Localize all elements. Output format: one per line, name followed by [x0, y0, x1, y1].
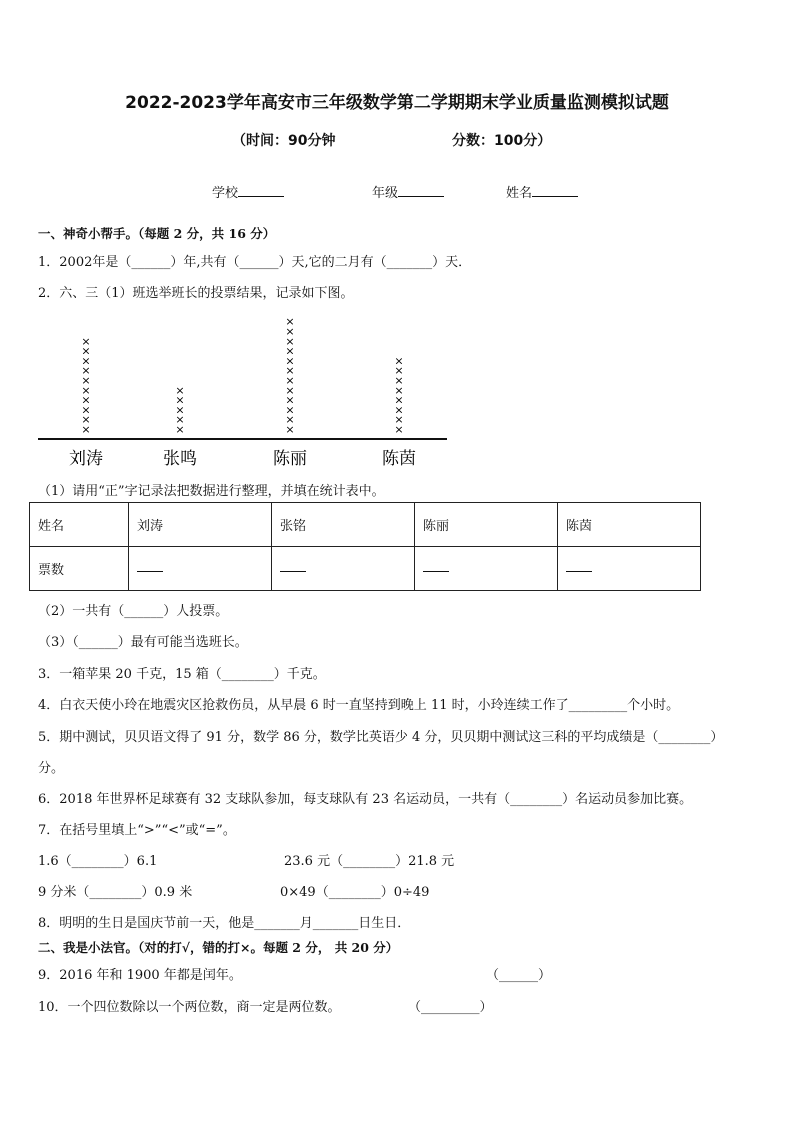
grade-blank: [398, 184, 444, 197]
vote-mark: ×: [394, 374, 404, 387]
vote-mark: ×: [285, 364, 295, 378]
candidate-name: 陈丽: [273, 449, 307, 469]
question-8: 8．明明的生日是国庆节前一天，他是_______月_______日生日．: [38, 916, 411, 931]
exam-score: 分数：100分）: [452, 133, 552, 149]
name-blank: [532, 184, 578, 197]
grade-field: [372, 182, 444, 201]
vote-chart: [30, 305, 460, 475]
vote-mark: ×: [285, 334, 295, 348]
stat-table: [29, 502, 701, 591]
vote-mark: ×: [81, 344, 91, 358]
vote-mark: ×: [81, 393, 91, 407]
table-cell: 姓名: [30, 503, 129, 547]
name-field: [506, 182, 578, 201]
question-2: 2．六、三（1）班选举班长的投票结果，记录如下图。: [38, 286, 354, 301]
question-2-2: （2）一共有（______）人投票。: [38, 604, 229, 619]
vote-mark: ×: [285, 354, 295, 368]
candidate-name: 张鸣: [163, 449, 197, 469]
question-6: 6．2018 年世界杯足球赛有 32 支球队参加，每支球队有 23 名运动员，一共有（________）名运动员参加比赛。: [38, 792, 693, 807]
vote-mark: ×: [285, 413, 295, 427]
vote-mark: ×: [394, 383, 404, 397]
answer-blank[interactable]: [415, 547, 558, 591]
table-cell: 陈茵: [558, 503, 701, 547]
table-cell: 刘涛: [129, 503, 272, 547]
table-cell: 张铭: [272, 503, 415, 547]
question-3: 3．一箱苹果 20 千克，15 箱（________）千克。: [38, 667, 326, 682]
question-7: 7．在括号里填上“>”“<”或“=”。: [38, 823, 236, 838]
question-1: 1．2002年是（______）年,共有（______）天,它的二月有（_______）天．: [38, 255, 472, 270]
table-row: [30, 503, 701, 547]
exam-title: 2022-2023学年高安市三年级数学第二学期期末学业质量监测模拟试题: [125, 93, 669, 113]
question-5-cont: 分。: [38, 761, 65, 776]
vote-mark: ×: [81, 364, 91, 378]
question-7c: 9 分米（________）0.9 米: [38, 885, 193, 900]
vote-mark: ×: [285, 344, 295, 358]
question-7b: 23.6 元（________）21.8 元: [284, 854, 455, 869]
vote-mark: ×: [81, 383, 91, 397]
table-cell: 陈丽: [415, 503, 558, 547]
vote-mark: ×: [394, 413, 404, 427]
vote-mark: ×: [394, 364, 404, 378]
vote-mark: ×: [285, 423, 295, 436]
exam-time: （时间：90分钟: [232, 133, 336, 149]
table-row: [30, 547, 701, 591]
vote-mark: ×: [81, 334, 91, 348]
candidate-name: 陈茵: [382, 449, 416, 469]
vote-mark: ×: [81, 413, 91, 427]
vote-mark: ×: [394, 354, 404, 368]
school-label: 学校: [212, 186, 239, 201]
question-4: 4．白衣天使小玲在地震灾区抢救伤员，从早晨 6 时一直坚持到晚上 11 时，小玲连续工作了_________个小时。: [38, 698, 680, 713]
question-2-1: （1）请用“正”字记录法把数据进行整理，并填在统计表中。: [38, 484, 385, 499]
vote-mark: ×: [175, 423, 185, 436]
vote-mark: ×: [285, 403, 295, 417]
section2-heading: 二、我是小法官。（对的打√，错的打×。每题 2 分， 共 20 分）: [38, 940, 399, 955]
question-9-blank[interactable]: （______）: [486, 968, 552, 983]
vote-mark: ×: [394, 393, 404, 407]
vote-mark: ×: [285, 315, 295, 329]
vote-mark: ×: [285, 374, 295, 387]
grade-label: 年级: [372, 186, 399, 201]
vote-mark: ×: [81, 374, 91, 387]
vote-mark: ×: [394, 423, 404, 436]
school-field: [212, 182, 284, 201]
vote-mark: ×: [81, 423, 91, 436]
school-blank: [238, 184, 284, 197]
question-9: 9．2016 年和 1900 年都是闰年。: [38, 968, 242, 983]
vote-mark: ×: [285, 325, 295, 338]
answer-blank[interactable]: [129, 547, 272, 591]
vote-mark: ×: [175, 403, 185, 417]
question-7a: 1.6（________）6.1: [38, 854, 158, 869]
question-5: 5．期中测试，贝贝语文得了 91 分，数学 86 分，数学比英语少 4 分，贝贝期中测试这三科的平均成绩是（________）: [38, 730, 724, 745]
table-cell: 票数: [30, 547, 129, 591]
vote-mark: ×: [175, 413, 185, 427]
name-label: 姓名: [506, 186, 533, 201]
vote-mark: ×: [285, 393, 295, 407]
vote-mark: ×: [285, 383, 295, 397]
answer-blank[interactable]: [558, 547, 701, 591]
question-10: 10．一个四位数除以一个两位数，商一定是两位数。: [38, 1000, 341, 1015]
question-7d: 0×49（________）0÷49: [280, 885, 430, 900]
vote-mark: ×: [81, 403, 91, 417]
vote-mark: ×: [175, 383, 185, 397]
vote-mark: ×: [394, 403, 404, 417]
candidate-name: 刘涛: [69, 449, 103, 469]
answer-blank[interactable]: [272, 547, 415, 591]
vote-mark: ×: [81, 354, 91, 368]
section1-heading: 一、神奇小帮手。（每题 2 分，共 16 分）: [38, 226, 276, 241]
question-2-3: （3）（______）最有可能当选班长。: [38, 635, 248, 650]
question-10-blank[interactable]: （_________）: [408, 1000, 493, 1015]
vote-mark: ×: [175, 393, 185, 407]
